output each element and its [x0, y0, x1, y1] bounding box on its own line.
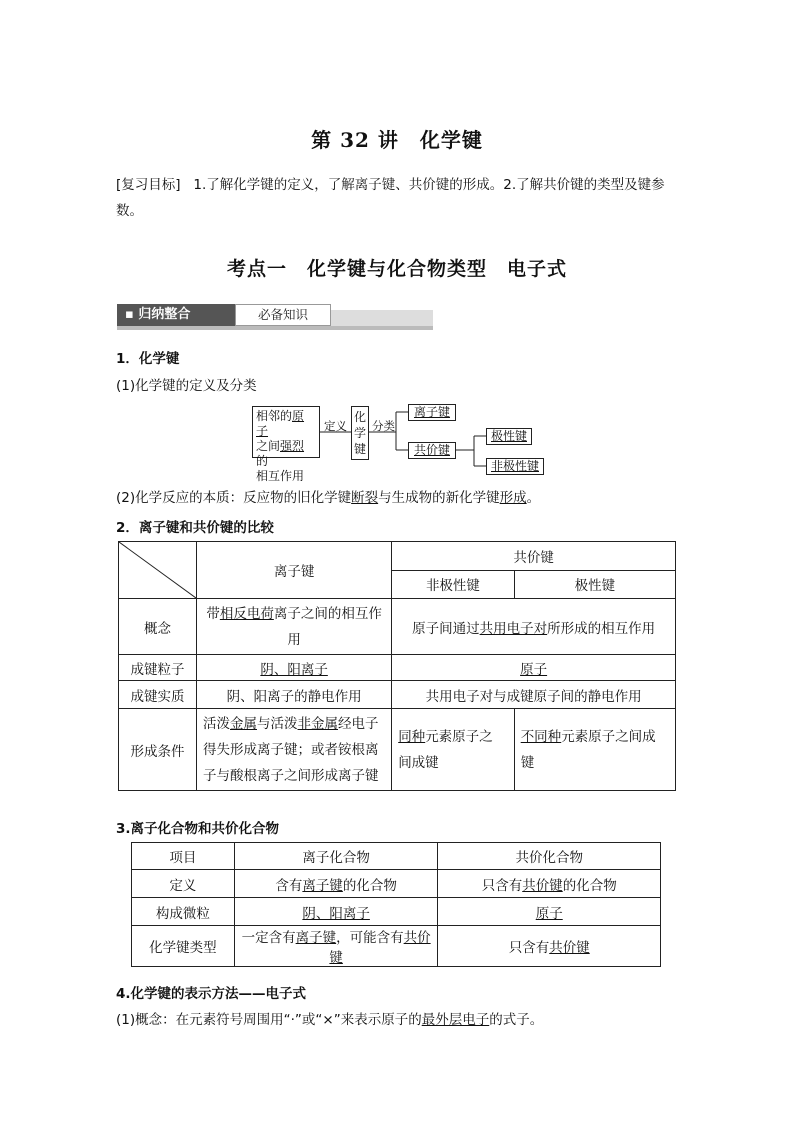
particle-ionic — [197, 655, 392, 681]
table-row — [119, 709, 676, 791]
cell-text: 经电子 — [338, 715, 379, 732]
center-char: 键 — [353, 442, 366, 456]
header-ionic-compound: 离子化合物 — [234, 843, 438, 870]
row-label-particle: 构成微粒 — [132, 898, 235, 926]
def-text: 的 — [256, 454, 269, 468]
header-covalent: 共价键 — [392, 542, 676, 571]
concept-ionic — [197, 599, 392, 655]
condition-nonpolar — [392, 709, 515, 791]
row-label-condition: 形成条件 — [119, 709, 197, 791]
ionic-bond-box — [408, 404, 456, 421]
condition-ionic — [197, 709, 392, 791]
def-text: 相互作用 — [256, 469, 305, 483]
ionic-bond-label: 离子键 — [413, 405, 450, 419]
badge-light-label: 必备知识 — [235, 304, 331, 326]
def-text-atom: 原子 — [256, 409, 305, 438]
table-row — [132, 926, 661, 967]
cell-text-underlined: 阴、阳离子 — [302, 905, 370, 922]
table-row — [132, 870, 661, 898]
def-covalent — [438, 870, 661, 898]
cell-text: 所形成的相互作用 — [547, 620, 656, 637]
sec4-concept-text: (1)概念：在元素符号周围用“·”或“×”来表示原子的 — [116, 1012, 422, 1028]
row-label-definition: 定义 — [132, 870, 235, 898]
center-char: 学 — [353, 426, 366, 440]
cell-text: 元素原子之间成 — [561, 728, 656, 745]
cell-text-underlined: 同种 — [398, 728, 426, 745]
table-row — [132, 843, 661, 870]
sec1-sub2-text: 。 — [526, 490, 541, 506]
sec1-sub2 — [116, 486, 540, 506]
cell-text: 只含有 — [508, 940, 550, 956]
cell-text: 离子之间的相互作 — [273, 605, 382, 622]
cell-text-underlined: 阴、阳离子 — [260, 661, 328, 678]
review-goals — [116, 172, 696, 224]
cell-text-underlined: 金属 — [230, 715, 257, 732]
table-row — [132, 898, 661, 926]
cell-text: 含有 — [275, 877, 303, 894]
header-item: 项目 — [132, 843, 235, 870]
chemical-bond-box — [351, 406, 369, 460]
def-text: 之间 — [256, 439, 281, 453]
cell-text: 间成键 — [398, 754, 439, 771]
cell-text: 与活泼 — [257, 715, 298, 732]
cell-text: 带 — [206, 605, 220, 622]
nonpolar-bond-label: 非极性键 — [490, 459, 539, 473]
cell-text: 键 — [520, 754, 535, 771]
cell-text-underlined: 离子键 — [302, 877, 343, 894]
cell-text: 的化合物 — [342, 877, 397, 894]
label-definition: 定义 — [324, 419, 347, 433]
sec1-heading: 1．化学键 — [116, 351, 180, 367]
cell-text-underlined: 原子 — [520, 661, 548, 678]
badge-bar — [331, 310, 433, 326]
bondtype-ionic — [234, 926, 438, 967]
particle-ionic — [234, 898, 438, 926]
cell-text-underlined: 非金属 — [297, 715, 338, 732]
particle-covalent — [438, 898, 661, 926]
covalent-bond-box — [408, 442, 456, 459]
header-ionic: 离子键 — [197, 542, 392, 599]
essence-ionic: 阴、阳离子的静电作用 — [197, 681, 392, 709]
review-text-line2: 数。 — [116, 203, 143, 219]
cell-text-underlined: 原子 — [535, 905, 563, 922]
table-row — [119, 599, 676, 655]
cell-text-underlined: 共价键 — [329, 930, 431, 966]
badge-dark: ▪ 归纳整合 — [117, 304, 235, 326]
essence-covalent: 共用电子对与成键原子间的静电作用 — [392, 681, 676, 709]
compound-table — [131, 842, 661, 967]
cell-text: 一定含有 — [241, 930, 296, 946]
nonpolar-bond-box — [486, 458, 544, 475]
cell-text: 用 — [287, 631, 301, 648]
cell-text-underlined: 相反电荷 — [219, 605, 274, 622]
table-row — [119, 655, 676, 681]
sec4-concept-text: 的式子。 — [489, 1012, 544, 1028]
point-title: 考点一 化学键与化合物类型 电子式 — [226, 258, 567, 280]
diagonal-header-cell — [119, 542, 197, 599]
diagonal-line — [119, 542, 196, 598]
cell-text: 原子间通过 — [412, 620, 480, 637]
sec3-heading: 3.离子化合物和共价化合物 — [116, 821, 280, 837]
section-badge — [117, 304, 433, 328]
cell-text: ，可能含有 — [336, 930, 404, 946]
row-label-particle: 成键粒子 — [119, 655, 197, 681]
bond-classification-diagram — [248, 400, 548, 483]
particle-covalent — [392, 655, 676, 681]
row-label-essence: 成键实质 — [119, 681, 197, 709]
sec1-sub2-break: 断裂 — [351, 490, 379, 506]
cell-text-underlined: 共用电子对 — [479, 620, 548, 637]
condition-polar — [514, 709, 675, 791]
def-ionic — [234, 870, 438, 898]
sec1-sub2-form: 形成 — [499, 490, 527, 506]
sec1-sub2-text: 与生成物的新化学键 — [378, 490, 500, 506]
center-char: 化 — [353, 410, 366, 424]
header-polar: 极性键 — [514, 570, 675, 599]
label-classification: 分类 — [372, 419, 395, 433]
row-label-bondtype: 化学键类型 — [132, 926, 235, 967]
comparison-table — [118, 541, 676, 791]
cell-text: 只含有 — [481, 877, 523, 894]
cell-text: 子与酸根离子之间形成离子键 — [203, 767, 379, 784]
polar-bond-box — [486, 428, 532, 445]
definition-box — [252, 406, 320, 483]
review-tag: [复习目标] — [116, 177, 181, 193]
header-nonpolar: 非极性键 — [392, 570, 515, 599]
concept-covalent — [392, 599, 676, 655]
polar-bond-label: 极性键 — [490, 429, 527, 443]
sec1-sub1: (1)化学键的定义及分类 — [116, 378, 257, 394]
covalent-bond-label: 共价键 — [413, 443, 450, 457]
review-text-line1: 1.了解化学键的定义，了解离子键、共价键的形成。2.了解共价键的类型及键参 — [193, 177, 665, 193]
page-title: 第 32 讲 化学键 — [311, 128, 483, 152]
cell-text: 得失形成离子键；或者铵根离 — [203, 741, 379, 758]
table-row — [119, 681, 676, 709]
header-covalent-compound: 共价化合物 — [438, 843, 661, 870]
cell-text-underlined: 共价键 — [549, 940, 590, 956]
cell-text-underlined: 不同种 — [520, 728, 562, 745]
sec4-heading: 4.化学键的表示方法——电子式 — [116, 986, 307, 1002]
bondtype-covalent — [438, 926, 661, 967]
badge-dark-label: 归纳整合 — [138, 307, 191, 322]
sec2-heading: 2．离子键和共价键的比较 — [116, 520, 274, 536]
sec4-concept-outer-electron: 最外层电子 — [421, 1012, 490, 1028]
cell-text-underlined: 离子键 — [295, 930, 337, 946]
def-text: 相邻的 — [256, 409, 293, 423]
row-label-concept: 概念 — [119, 599, 197, 655]
cell-text: 活泼 — [203, 715, 230, 732]
cell-text-underlined: 共价键 — [522, 877, 563, 894]
badge-underline — [117, 326, 433, 330]
sec4-concept — [116, 1008, 543, 1028]
sec1-sub2-text: (2)化学反应的本质：反应物的旧化学键 — [116, 490, 352, 506]
cell-text: 的化合物 — [562, 877, 617, 894]
def-text-strong: 强烈 — [280, 439, 305, 453]
cell-text: 元素原子之 — [425, 728, 493, 745]
